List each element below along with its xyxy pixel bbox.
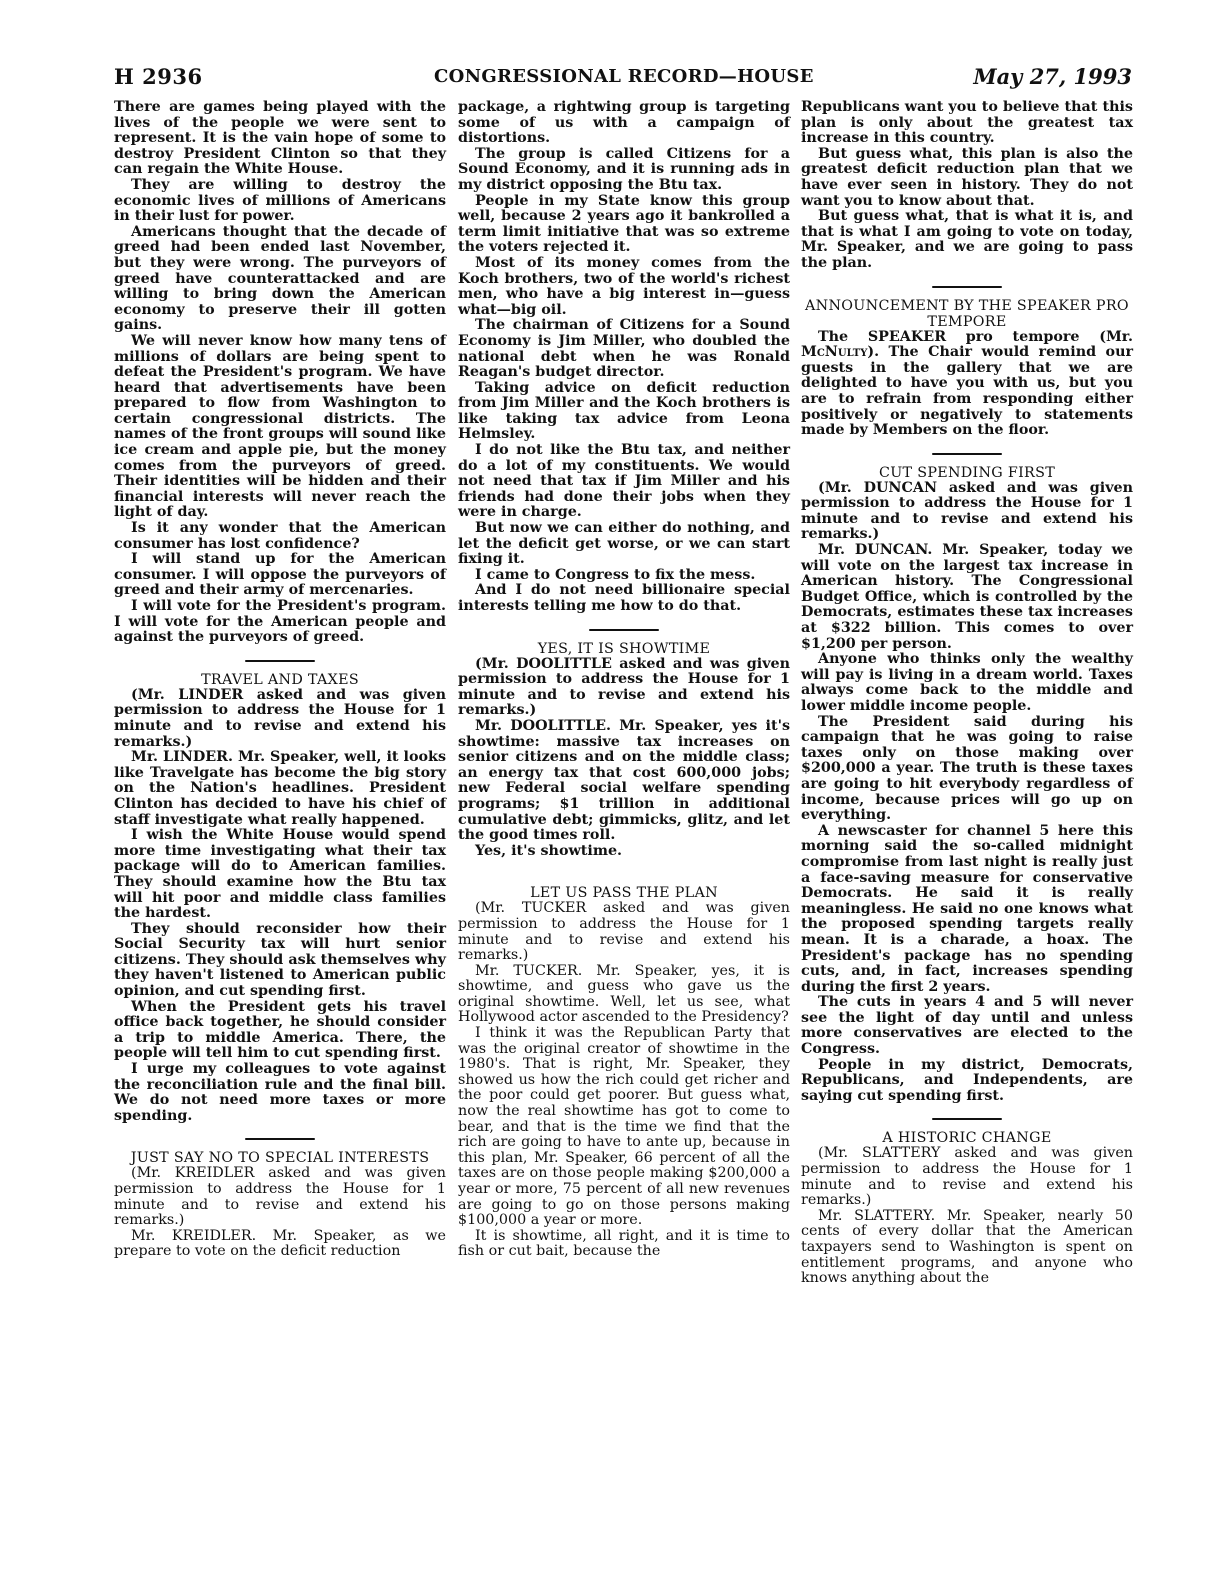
section-heading: YES, IT IS SHOWTIME xyxy=(537,640,711,657)
section-divider xyxy=(245,1138,315,1140)
paragraph: I came to Congress to fix the mess. xyxy=(475,566,756,583)
paragraph: Anyone who thinks only the wealthy will pay is living in a dream world. Taxes always come back to the middle and lower middle income people. xyxy=(801,651,1133,714)
speaker-text: The SPEAKER pro tempore (Mr. xyxy=(818,328,1133,345)
column-2 xyxy=(458,100,790,1260)
column-1 xyxy=(114,100,446,1260)
paragraph: Most of its money comes from the Koch brothers, two of the world's richest men, who have a big interest in—guess what—big oil. xyxy=(458,254,790,318)
paragraph: Yes, it's showtime. xyxy=(475,842,623,859)
paragraph: (Mr. LINDER asked and was given permission to address the House for 1 minute and to revise and extend his remarks.) xyxy=(114,686,446,750)
speaker-text: ). The Chair would remind our guests in the gallery that we are delighted to have you with us, but you are to refrain from responding either positively or negatively to statements made by Members on the floor. xyxy=(801,344,1133,439)
paragraph: Americans thought that the decade of greed had been ended last November, but they were wrong. The purveyors of greed have counterattacked and are willing to bring down the American economy to preserve their ill gotten gains. xyxy=(114,223,446,334)
paragraph: A newscaster for channel 5 here this morning said the so-called midnight compromise from last night is really just a face-saving measure for conservative Democrats. He said it is really meaningless. He said no one knows what the proposed spending targets really mean. It is a charade, a hoax. The President's package has no spending cuts, and, in fact, increases spending during the first 2 years. xyxy=(801,822,1133,995)
page-number: H 2936 xyxy=(114,64,203,89)
paragraph: package, a rightwing group is targeting some of us with a campaign of distortions. xyxy=(458,99,790,147)
section-heading: LET US PASS THE PLAN xyxy=(530,885,718,902)
paragraph: But guess what, this plan is also the greatest deficit reduction plan that we have ever seen in history. They do not want you to know about that. xyxy=(801,145,1133,209)
paragraph: When the President gets his travel office back together, he should consider a trip to middle America. There, the people will tell him to cut spending first. xyxy=(114,998,446,1062)
publication-date: May 27, 1993 xyxy=(973,64,1132,89)
paragraph: I will vote for the President's program. I will vote for the American people and against the purveyors of greed. xyxy=(114,598,446,646)
paragraph: Mr. DUNCAN. Mr. Speaker, today we will vote on the largest tax increase in American history. The Congressional Budget Office, which is controlled by the Democrats, estimates these tax increases at $322 billion. This comes to over $1,200 per person. xyxy=(801,542,1133,652)
section-heading: TRAVEL AND TAXES xyxy=(201,671,359,688)
paragraph: Is it any wonder that the American consumer has lost confidence? xyxy=(114,520,446,552)
paragraph: (Mr. TUCKER asked and was given permission to address the House for 1 minute and to revise and extend his remarks.) xyxy=(458,900,790,964)
paragraph: And I do not need billionaire special interests telling me how to do that. xyxy=(458,582,790,614)
paragraph: We will never know how many tens of millions of dollars are being spent to defeat the President's program. We have heard that advertisements have been prepared to flow from Washington to certain congressional districts. The names of the front groups will sound like ice cream and apple pie, but the money comes from the purveyors of greed. Their identities will be hidden and their financial interests will never reach the light of day. xyxy=(114,332,446,521)
paragraph: I urge my colleagues to vote against the reconciliation rule and the final bill. We do not need more taxes or more spending. xyxy=(114,1061,446,1124)
paragraph: But guess what, that is what it is, and that is what I am going to vote on today, Mr. Speaker, and we are going to pass the plan. xyxy=(801,208,1133,271)
paragraph: (Mr. DOOLITTLE asked and was given permission to address the House for 1 minute and to revise and extend his remarks.) xyxy=(458,655,790,719)
paragraph: Republicans want you to believe that this plan is only about the greatest tax increase in this country. xyxy=(801,99,1133,147)
section-divider xyxy=(932,453,1002,455)
section-divider xyxy=(589,629,659,631)
member-name: McNulty xyxy=(801,344,868,361)
paragraph: It is showtime, all right, and it is time to fish or cut bait, because the xyxy=(458,1227,790,1260)
paragraph: I think it was the Republican Party that was the original creator of showtime in the 1980's. That is right, Mr. Speaker, they showed us how the rich could get richer and the poor could get poorer. But guess what, now the real showtime has got to come to bear, and that is the time we find that the rich are going to have to ante up, because in this plan, Mr. Speaker, 66 percent of all the taxes are on those people making $200,000 a year or more, 75 percent of all new revenues are going to go on those persons making $100,000 a year or more. xyxy=(458,1025,790,1229)
paragraph: Mr. DOOLITTLE. Mr. Speaker, yes it's showtime: massive tax increases on senior citizens and on the middle class; an energy tax that cost 600,000 jobs; new Federal social welfare spending programs; $1 trillion in additional cumulative debt; gimmicks, glitz, and let the good times roll. xyxy=(458,717,790,844)
publication-title: CONGRESSIONAL RECORD—HOUSE xyxy=(434,66,814,87)
section-divider xyxy=(245,660,315,662)
paragraph: Mr. KREIDLER. Mr. Speaker, as we prepare to vote on the deficit reduction xyxy=(114,1227,446,1260)
paragraph: They should reconsider how their Social Security tax will hurt senior citizens. They should ask themselves why they haven't listened to American public opinion, and cut spending first. xyxy=(114,920,446,1000)
section-heading: JUST SAY NO TO SPECIAL INTERESTS xyxy=(130,1150,430,1167)
paragraph: People in my State know this group well, because 2 years ago it bankrolled a term limit initiative that was so extreme the voters rejected it. xyxy=(458,192,790,256)
paragraph: They are willing to destroy the economic lives of millions of Americans in their lust for power. xyxy=(114,176,446,225)
paragraph xyxy=(801,330,1133,439)
paragraph: I do not like the Btu tax, and neither do a lot of my constituents. We would not need that tax if Jim Miller and his friends had done their jobs when they were in charge. xyxy=(458,442,790,521)
section-divider xyxy=(932,286,1002,288)
section-divider xyxy=(932,1118,1002,1120)
paragraph: The chairman of Citizens for a Sound Economy is Jim Miller, who doubled the national debt when he was Ronald Reagan's budget director. xyxy=(458,317,790,381)
paragraph: The President said during his campaign that he was going to raise taxes only on those making over $200,000 a year. The truth is these taxes are going to hit everybody regardless of income, because prices will go up on everything. xyxy=(801,713,1133,824)
paragraph: Mr. LINDER. Mr. Speaker, well, it looks like Travelgate has become the big story on the Nation's headlines. President Clinton has decided to have his chief of staff investigate what really happened. xyxy=(114,749,446,828)
section-heading: CUT SPENDING FIRST xyxy=(878,464,1056,481)
column-3 xyxy=(801,100,1133,1287)
paragraph: The group is called Citizens for a Sound Economy, and it is running ads in my district opposing the Btu tax. xyxy=(458,145,790,193)
section-heading: A HISTORIC CHANGE xyxy=(882,1130,1052,1147)
paragraph: Taking advice on deficit reduction from Jim Miller and the Koch brothers is like taking tax advice from Leona Helmsley. xyxy=(458,379,790,443)
page-header xyxy=(114,64,1132,94)
paragraph: I wish the White House would spend more time investigating what their tax package will do to American families. They should examine how the Btu tax will hit poor and middle class families the hardest. xyxy=(114,827,446,922)
paragraph: Mr. TUCKER. Mr. Speaker, yes, it is showtime, and guess who gave us the original showtime. Well, let us see, what Hollywood actor ascended to the Presidency? xyxy=(458,962,790,1026)
paragraph: Mr. SLATTERY. Mr. Speaker, nearly 50 cents of every dollar that the American taxpayers send to Washington is spent on entitlement programs, and anyone who knows anything about the xyxy=(801,1207,1133,1287)
section-divider xyxy=(589,873,659,875)
section-heading: ANNOUNCEMENT BY THE SPEAKER PRO TEMPORE xyxy=(805,297,1129,330)
paragraph: (Mr. KREIDLER asked and was given permission to address the House for 1 minute and to revise and extend his remarks.) xyxy=(114,1165,446,1229)
paragraph: There are games being played with the lives of the people we were sent to represent. It is the vain hope of some to destroy President Clinton so that they can regain the White House. xyxy=(114,99,446,178)
paragraph: I will stand up for the American consumer. I will oppose the purveyors of greed and their army of mercenaries. xyxy=(114,551,446,599)
paragraph: People in my district, Democrats, Republicans, and Independents, are saying cut spending first. xyxy=(801,1056,1133,1104)
paragraph: (Mr. SLATTERY asked and was given permission to address the House for 1 minute and to revise and extend his remarks.) xyxy=(801,1145,1133,1209)
paragraph: The cuts in years 4 and 5 will never see the light of day until and unless more conservatives are elected to the Congress. xyxy=(801,994,1133,1058)
paragraph: But now we can either do nothing, and let the deficit get worse, or we can start fixing it. xyxy=(458,520,790,568)
paragraph: (Mr. DUNCAN asked and was given permission to address the House for 1 minute and to revise and extend his remarks.) xyxy=(801,479,1133,543)
